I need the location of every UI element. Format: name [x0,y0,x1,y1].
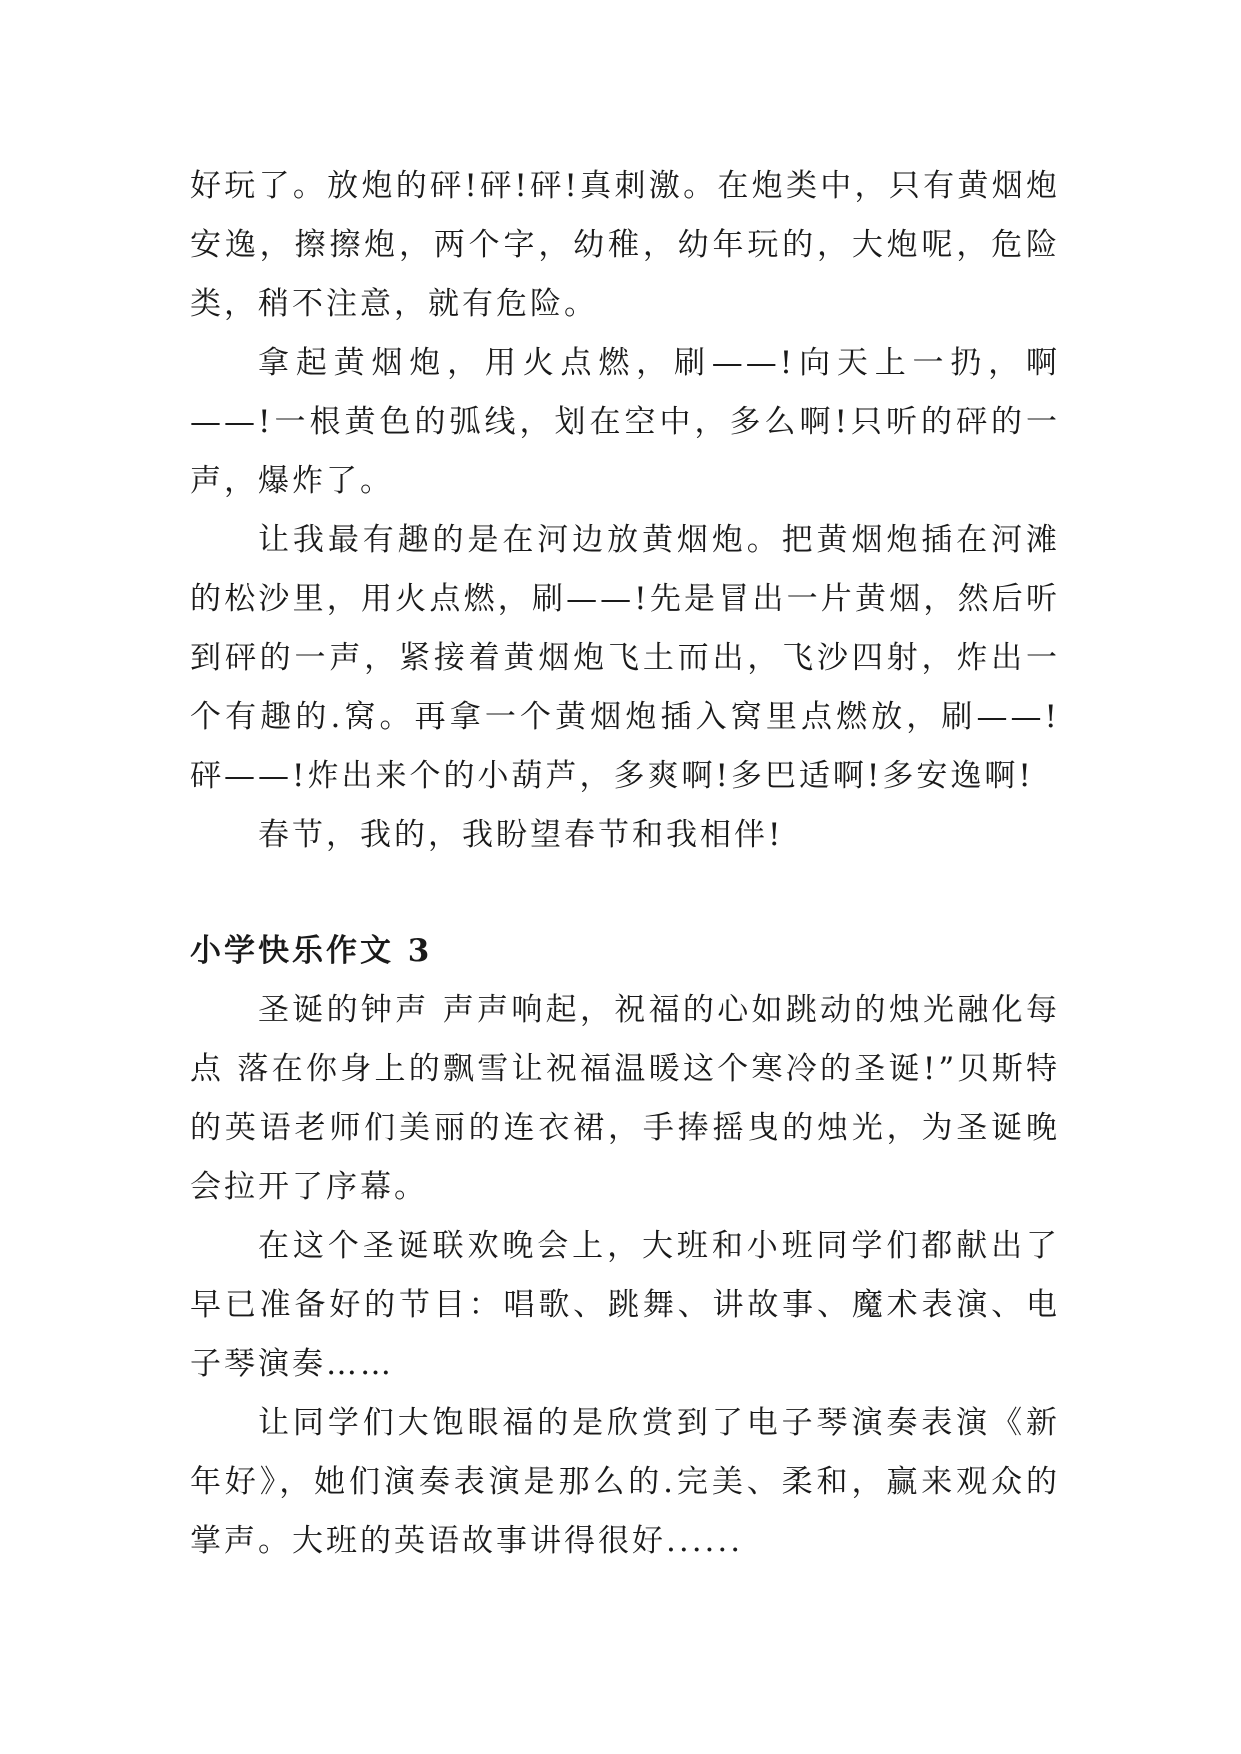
paragraph-lighting-firecracker: 拿起黄烟炮，用火点燃，刷——!向天上一扔，啊——!一根黄色的弧线，划在空中，多么啊!只听的砰的一声，爆炸了。 [190,345,1060,499]
paragraph-christmas-party: 在这个圣诞联欢晚会上，大班和小班同学们都献出了早已准备好的节目：唱歌、跳舞、讲故事、魔术表演、电子琴演奏…… [190,1228,1060,1382]
paragraph-firecrackers-types: 好玩了。放炮的砰!砰!砰!真刺激。在炮类中，只有黄烟炮安逸，擦擦炮，两个字，幼稚，幼年玩的，大炮呢，危险类，稍不注意，就有危险。 [190,168,1060,322]
paragraph-riverside-firecracker: 让我最有趣的是在河边放黄烟炮。把黄烟炮插在河滩的松沙里，用火点燃，刷——!先是冒出一片黄烟，然后听到砰的一声，紧接着黄烟炮飞土而出，飞沙四射，炸出一个有趣的.窝。再拿一个黄烟炮插入窝里点燃放，刷——!砰——!炸出来个的小葫芦，多爽啊!多巴适啊!多安逸啊! [190,522,1060,794]
essay-3-body [190,981,1060,1571]
paragraph-christmas-bells: 圣诞的钟声 声声响起，祝福的心如跳动的烛光融化每点 落在你身上的飘雪让祝福温暖这个寒冷的圣诞!”贝斯特的英语老师们美丽的连衣裙，手捧摇曳的烛光，为圣诞晚会拉开了序幕。 [190,992,1060,1205]
paragraph-keyboard-performance: 让同学们大饱眼福的是欣赏到了电子琴演奏表演《新年好》，她们演奏表演是那么的.完美、柔和，赢来观众的掌声。大班的英语故事讲得很好...... [190,1405,1060,1559]
essay-title: 小学快乐作文 3 [190,933,433,969]
previous-essay-continuation [190,157,1060,865]
paragraph-spring-festival-wish: 春节，我的，我盼望春节和我相伴! [258,817,784,853]
